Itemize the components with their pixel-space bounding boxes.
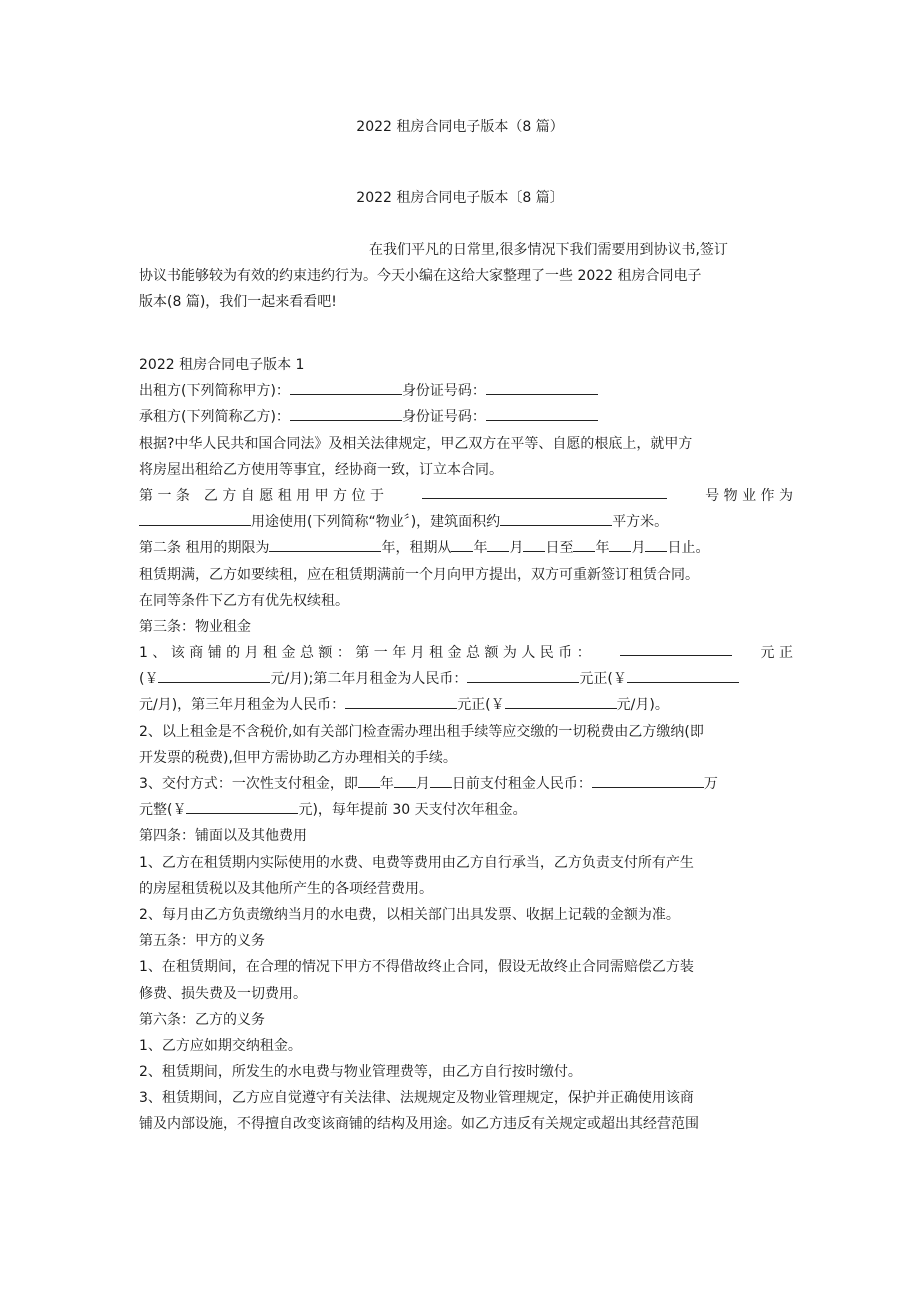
text: 元正(￥ xyxy=(579,671,627,688)
blank xyxy=(592,772,704,788)
article5-line: 1、在租赁期间，在合理的情况下甲方不得借故终止合同，假设无故终止合同需赔偿乙方装 xyxy=(139,959,694,976)
article3-line: 2、以上租金是不含税价,如有关部门检查需办理出租手续等应交缴的一切税费由乙方缴纳(即 xyxy=(139,723,704,740)
article3-line: 开发票的税费),但甲方需协助乙方办理相关的手续。 xyxy=(139,749,457,766)
article3-line xyxy=(139,640,793,666)
article4-heading: 第四条：铺面以及其他费用 xyxy=(139,828,307,845)
blank xyxy=(609,536,631,552)
article5-heading: 第五条：甲方的义务 xyxy=(139,933,265,950)
article1-text: 第 一 条 乙 方 自 愿 租 用 甲 方 位 于 xyxy=(139,487,384,504)
article1-text: 号 物 业 作 为 xyxy=(705,487,793,504)
article3-line xyxy=(139,771,793,797)
article1-line xyxy=(139,509,793,535)
intro-paragraph xyxy=(139,237,793,316)
text: 1 、 该 商 铺 的 月 租 金 总 额 ： 第 一 年 月 租 金 总 额 为 人 民 币 ： xyxy=(139,645,591,662)
blank xyxy=(345,693,457,709)
lessee-name-blank xyxy=(290,405,402,421)
article2-text: 第二条 租用的期限为 xyxy=(139,540,270,557)
text: (￥ xyxy=(139,671,159,688)
lessor-name-blank xyxy=(290,379,402,395)
lessee-line xyxy=(139,404,793,430)
article2-line: 在同等条件下乙方有优先权续租。 xyxy=(139,592,349,609)
blank xyxy=(627,667,739,683)
intro-line: 在我们平凡的日常里,很多情况下我们需要用到协议书,签订 xyxy=(369,242,728,258)
blank xyxy=(620,640,732,656)
article1-text: 用途使用(下列简称“物业〞)，建筑面积约 xyxy=(251,514,501,531)
lessor-id-blank xyxy=(486,379,598,395)
text: 元/月)，第三年月租金为人民币： xyxy=(139,697,346,714)
text: 月 xyxy=(415,776,430,792)
blank xyxy=(186,798,298,814)
text: 月 xyxy=(509,540,524,557)
article6-line: 2、租赁期间，所发生的水电费与物业管理费等，由乙方自行按时缴付。 xyxy=(139,1064,582,1081)
article1-line xyxy=(139,483,793,509)
blank xyxy=(487,536,509,552)
blank xyxy=(645,536,667,552)
blank xyxy=(451,536,473,552)
text: 日至 xyxy=(545,540,574,557)
area-blank xyxy=(500,510,612,526)
blank xyxy=(358,772,380,788)
article4-line: 的房屋租赁税以及其他所产生的各项经营费用。 xyxy=(139,880,433,897)
text: 年 xyxy=(595,540,610,557)
article3-heading: 第三条：物业租金 xyxy=(139,618,251,635)
text: 日前支付租金人民币： xyxy=(451,776,592,792)
article6-line: 1、乙方应如期交纳租金。 xyxy=(139,1037,302,1054)
article4-line: 1、乙方在租赁期内实际使用的水费、电费等费用由乙方自行承当，乙方负责支付所有产生 xyxy=(139,854,694,871)
contract-body xyxy=(139,352,793,1138)
article2-text: 年，租期从 xyxy=(381,540,452,557)
intro-line: 版本(8 篇)，我们一起来看看吧! xyxy=(139,294,337,311)
basis-line: 将房屋出租给乙方使用等事宜，经协商一致，订立本合同。 xyxy=(139,461,503,478)
text: 月 xyxy=(631,540,646,557)
blank xyxy=(430,772,452,788)
text: 元)，每年提前 30 天支付次年租金。 xyxy=(298,802,527,819)
text: 元/月);第二年月租金为人民币： xyxy=(270,671,468,688)
blank xyxy=(523,536,545,552)
text: 元正(￥ xyxy=(457,697,505,714)
document-title: 2022 租房合同电子版本（8 篇） xyxy=(356,119,564,135)
lessor-line xyxy=(139,378,793,404)
article6-line: 铺及内部设施，不得擅自改变该商铺的结构及用途。如乙方违反有关规定或超出其经营范围 xyxy=(139,1116,699,1133)
article1-text: 平方米。 xyxy=(612,514,669,531)
document-subtitle: 2022 租房合同电子版本〔8 篇〕 xyxy=(356,190,564,206)
id-label: 身份证号码： xyxy=(401,383,486,400)
blank xyxy=(573,536,595,552)
article6-line: 3、租赁期间，乙方应自觉遵守有关法律、法规规定及物业管理规定，保护并正确使用该商 xyxy=(139,1090,694,1107)
text: 日止。 xyxy=(667,540,710,557)
text: 元 正 xyxy=(760,645,793,662)
lessee-id-blank xyxy=(486,405,598,421)
article4-line: 2、每月由乙方负责缴纳当月的水电费，以相关部门出具发票、收据上记载的金额为准。 xyxy=(139,906,680,923)
article3-line xyxy=(139,797,793,823)
text: 万 xyxy=(703,776,718,792)
term-blank xyxy=(269,536,381,552)
address-blank xyxy=(422,483,667,499)
basis-line: 根据?中华人民共和国合同法》及相关法律规定，甲乙双方在平等、自愿的根底上，就甲方 xyxy=(139,435,693,452)
text: 元整(￥ xyxy=(139,802,187,819)
id-label: 身份证号码： xyxy=(401,409,486,426)
article3-line xyxy=(139,666,793,692)
text: 元/月)。 xyxy=(616,697,669,714)
intro-line: 协议书能够较为有效的约束违约行为。今天小编在这给大家整理了一些 2022 租房合同电子 xyxy=(139,268,702,285)
usage-blank xyxy=(139,510,251,526)
article2-line: 租赁期满，乙方如要续租，应在租赁期满前一个月向甲方提出，双方可重新签订租赁合同。 xyxy=(139,566,699,583)
blank xyxy=(467,667,579,683)
section-heading: 2022 租房合同电子版本 1 xyxy=(139,357,305,373)
blank xyxy=(158,667,270,683)
article2-line xyxy=(139,535,793,561)
blank xyxy=(394,772,416,788)
blank xyxy=(505,693,617,709)
text: 3、交付方式：一次性支付租金，即 xyxy=(139,776,358,792)
text: 年 xyxy=(379,776,394,792)
lessor-label: 出租方(下列简称甲方)： xyxy=(139,383,290,400)
lessee-label: 承租方(下列简称乙方)： xyxy=(139,409,290,426)
text: 年 xyxy=(473,540,488,557)
article6-heading: 第六条：乙方的义务 xyxy=(139,1011,265,1028)
article3-line xyxy=(139,692,793,718)
article5-line: 修费、损失费及一切费用。 xyxy=(139,985,307,1002)
